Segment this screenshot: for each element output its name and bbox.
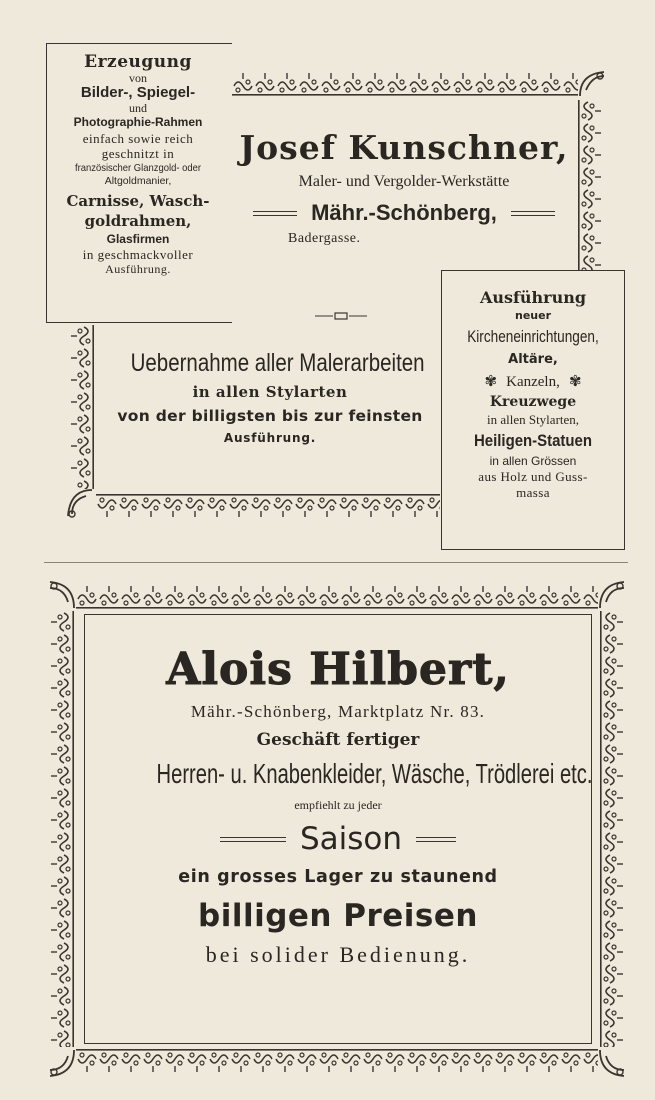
fleuron-right-icon: ✾ bbox=[568, 372, 582, 390]
kirchen-einrichtungen: Kircheneinrichtungen, bbox=[467, 327, 599, 346]
hilbert-stock: ein grosses Lager zu staunend bbox=[178, 867, 498, 887]
frames-von: von bbox=[129, 71, 147, 85]
kirchen-holz: aus Holz und Guss- bbox=[478, 469, 588, 484]
hilbert-name: Alois Hilbert, bbox=[166, 644, 510, 695]
hilbert-season: Saison bbox=[299, 821, 403, 857]
rule-left bbox=[253, 211, 297, 216]
hilbert-address: Mähr.-Schönberg, Marktplatz Nr. 83. bbox=[190, 702, 486, 721]
hilbert-corner-br-icon bbox=[596, 1046, 628, 1080]
ad-kirchen bbox=[443, 288, 623, 501]
ad-kunschner bbox=[234, 126, 574, 252]
kirchen-altaere: Altäre, bbox=[508, 352, 558, 367]
kirchen-heading: Ausführung bbox=[479, 288, 587, 307]
kunschner-trade: Maler- und Vergolder-Werkstätte bbox=[298, 173, 510, 190]
kirchen-kreuzwege: Kreuzwege bbox=[489, 394, 577, 410]
frames-geschnitzt: geschnitzt in bbox=[101, 146, 175, 161]
frames-glasfirmen: Glasfirmen bbox=[106, 232, 170, 246]
frames-altgold: Altgoldmanier, bbox=[104, 175, 172, 187]
fleuron-left-icon: ✾ bbox=[484, 372, 498, 390]
ad-hilbert bbox=[86, 642, 593, 972]
section-separator bbox=[44, 562, 628, 563]
hilbert-goods: Herren- u. Knabenkleider, Wäsche, Trödlerei etc. bbox=[156, 758, 593, 789]
hilbert-corner-tr-icon bbox=[596, 578, 628, 612]
hilbert-prices: billigen Preisen bbox=[198, 898, 478, 934]
maler-heading: Uebernahme aller Malerarbeiten bbox=[130, 349, 425, 377]
hilbert-service: bei solider Bedienung. bbox=[205, 942, 471, 967]
season-rule-right bbox=[416, 837, 456, 842]
kirchen-statuen: Heiligen-Statuen bbox=[473, 431, 593, 450]
frames-und: und bbox=[129, 101, 147, 115]
hilbert-business: Geschäft fertiger bbox=[256, 730, 420, 750]
frames-heading: Erzeugung bbox=[84, 52, 192, 72]
kunschner-city: Mähr.-Schönberg, bbox=[311, 200, 497, 225]
frames-bilder: Bilder-, Spiegel- bbox=[80, 84, 196, 101]
kirchen-kanzeln: Kanzeln, bbox=[506, 374, 560, 390]
kunschner-corner-ornament bbox=[576, 68, 608, 100]
kunschner-right-border bbox=[576, 100, 602, 270]
frames-franz: französischer Glanzgold- oder bbox=[74, 162, 202, 174]
hilbert-bottom-border bbox=[76, 1047, 598, 1073]
hilbert-season-row bbox=[86, 818, 590, 860]
kirchen-massa: massa bbox=[516, 485, 550, 500]
frames-geschmack: in geschmackvoller bbox=[82, 247, 194, 262]
kunschner-name: Josef Kunschner, bbox=[239, 128, 569, 167]
hilbert-top-border bbox=[76, 585, 598, 611]
frames-carnisse: Carnisse, Wasch- bbox=[66, 192, 210, 210]
kirchen-kanzeln-row bbox=[443, 370, 623, 393]
frames-einfach: einfach sowie reich bbox=[82, 131, 194, 146]
hilbert-right-border bbox=[598, 611, 624, 1047]
rule-right bbox=[511, 211, 555, 216]
kunschner-top-border bbox=[232, 72, 578, 98]
maler-corner-ornament bbox=[64, 488, 96, 522]
ad-frames-text bbox=[48, 52, 228, 276]
frames-ausfuehrung: Ausführung. bbox=[105, 262, 171, 276]
maler-ausfuehrung: Ausführung. bbox=[223, 431, 317, 445]
hilbert-corner-bl-icon bbox=[46, 1046, 78, 1080]
season-rule-left bbox=[220, 837, 286, 842]
kirchen-neuer: neuer bbox=[514, 309, 551, 322]
hilbert-recommend: empfiehlt zu jeder bbox=[294, 798, 382, 812]
maler-left-border bbox=[70, 325, 96, 489]
divider-ornament bbox=[313, 306, 369, 316]
kirchen-groessen: in allen Grössen bbox=[489, 454, 577, 468]
kunschner-street: Badergasse. bbox=[288, 231, 361, 246]
hilbert-left-border bbox=[50, 611, 76, 1047]
maler-billigsten: von der billigsten bis zur feinsten bbox=[117, 407, 423, 425]
hilbert-corner-tl-icon bbox=[46, 578, 78, 612]
maler-stylarten: in allen Stylarten bbox=[192, 383, 348, 401]
maler-bottom-border bbox=[96, 492, 440, 518]
ad-malerarbeiten bbox=[100, 346, 440, 448]
kunschner-city-row bbox=[234, 200, 574, 226]
frames-photo: Photographie-Rahmen bbox=[73, 115, 203, 129]
frames-goldrahmen: goldrahmen, bbox=[84, 212, 192, 230]
kirchen-stylarten: in allen Stylarten, bbox=[486, 412, 580, 427]
